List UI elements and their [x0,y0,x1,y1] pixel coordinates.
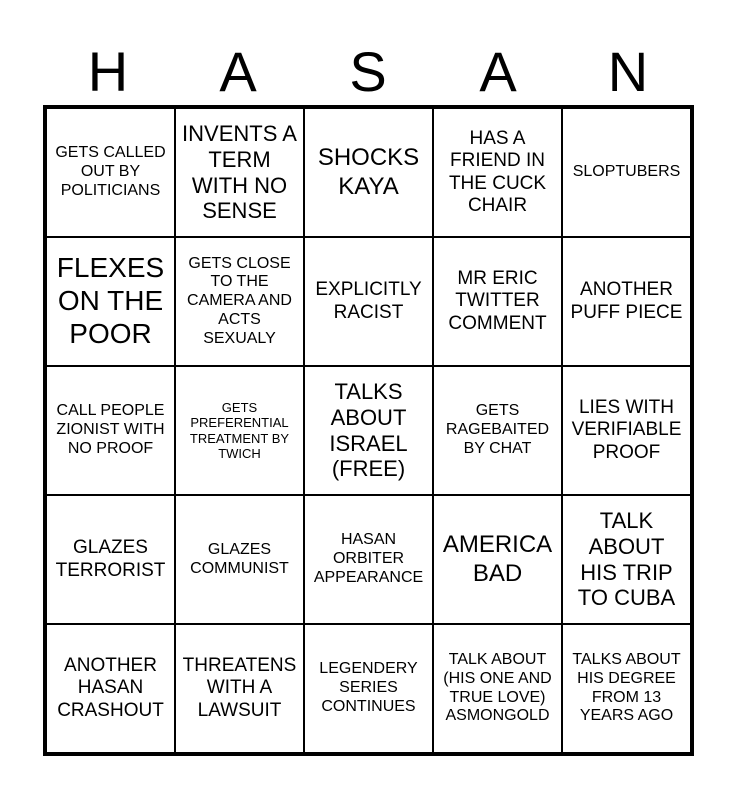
bingo-cell[interactable]: HAS A FRIEND IN THE CUCK CHAIR [433,108,562,237]
bingo-cell[interactable]: TALKS ABOUT HIS DEGREE FROM 13 YEARS AGO [562,624,691,753]
bingo-cell[interactable]: LEGENDERY SERIES CONTINUES [304,624,433,753]
bingo-cell[interactable]: TALKS ABOUT ISRAEL (FREE) [304,366,433,495]
bingo-cell[interactable]: ANOTHER HASAN CRASHOUT [46,624,175,753]
header-letter-h: H [87,40,129,103]
bingo-cell[interactable]: LIES WITH VERIFIABLE PROOF [562,366,691,495]
bingo-cell[interactable]: GETS PREFERENTIAL TREATMENT BY TWICH [175,366,304,495]
bingo-cell[interactable]: GETS CLOSE TO THE CAMERA AND ACTS SEXUALY [175,237,304,366]
bingo-cell[interactable]: SHOCKS KAYA [304,108,433,237]
header-letter-s: S [349,40,387,103]
bingo-cell[interactable]: INVENTS A TERM WITH NO SENSE [175,108,304,237]
bingo-cell[interactable]: THREATENS WITH A LAWSUIT [175,624,304,753]
bingo-cell[interactable]: HASAN ORBITER APPEARANCE [304,495,433,624]
header-letter-a-2: A [479,40,517,103]
bingo-cell[interactable]: ANOTHER PUFF PIECE [562,237,691,366]
header-letter-n: N [607,40,649,103]
bingo-cell[interactable]: GLAZES COMMUNIST [175,495,304,624]
bingo-board [43,105,694,756]
bingo-cell[interactable]: FLEXES ON THE POOR [46,237,175,366]
bingo-cell[interactable]: TALK ABOUT HIS TRIP TO CUBA [562,495,691,624]
bingo-cell[interactable]: MR ERIC TWITTER COMMENT [433,237,562,366]
bingo-cell[interactable]: AMERICA BAD [433,495,562,624]
bingo-cell[interactable]: CALL PEOPLE ZIONIST WITH NO PROOF [46,366,175,495]
bingo-cell[interactable]: SLOPTUBERS [562,108,691,237]
bingo-cell[interactable]: TALK ABOUT (HIS ONE AND TRUE LOVE) ASMONGOLD [433,624,562,753]
header-letter-a: A [219,40,257,103]
bingo-cell[interactable]: EXPLICITLY RACIST [304,237,433,366]
bingo-cell[interactable]: GETS CALLED OUT BY POLITICIANS [46,108,175,237]
bingo-cell[interactable]: GETS RAGEBAITED BY CHAT [433,366,562,495]
bingo-header [43,38,694,106]
bingo-cell[interactable]: GLAZES TERRORIST [46,495,175,624]
